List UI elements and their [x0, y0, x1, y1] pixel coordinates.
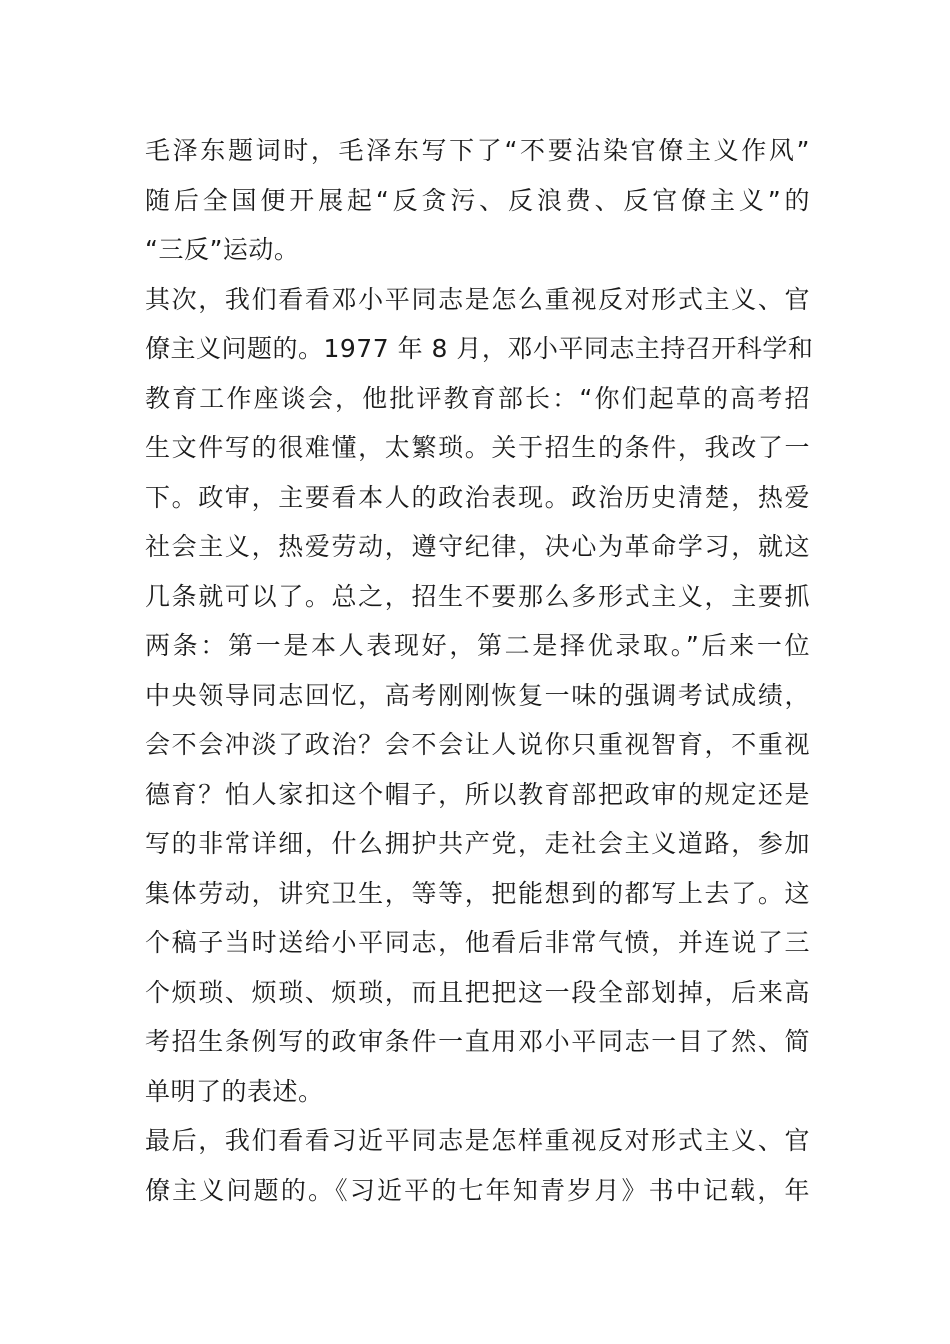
- text-line: 僚主义问题的。《习近平的七年知青岁月》书中记载，年: [145, 1175, 810, 1205]
- text-line: 僚主义问题的。1977 年 8 月，邓小平同志主持召开科学和: [145, 334, 814, 363]
- text-line: 教育工作座谈会，他批评教育部长：“你们起草的高考招: [145, 383, 810, 413]
- text-line: 生文件写的很难懂，太繁琐。关于招生的条件，我改了一: [145, 433, 810, 462]
- text-line: 会不会冲淡了政治？会不会让人说你只重视智育，不重视: [145, 730, 810, 759]
- text-line: 最后，我们看看习近平同志是怎样重视反对形式主义、官: [145, 1126, 810, 1155]
- text-line: 毛泽东题词时，毛泽东写下了“不要沾染官僚主义作风”: [145, 136, 810, 165]
- text-line: “三反”运动。: [145, 235, 300, 264]
- text-line: 几条就可以了。总之，招生不要那么多形式主义，主要抓: [145, 581, 810, 611]
- text-line: 下。政审，主要看本人的政治表现。政治历史清楚，热爱: [145, 482, 810, 512]
- document-body: [145, 126, 814, 1215]
- text-line: 社会主义，热爱劳动，遵守纪律，决心为革命学习，就这: [145, 532, 810, 561]
- text-line: 个烦琐、烦琐、烦琐，而且把把这一段全部划掉，后来高: [145, 977, 810, 1007]
- text-line: 其次，我们看看邓小平同志是怎么重视反对形式主义、官: [145, 284, 810, 314]
- text-line: 写的非常详细，什么拥护共产党，走社会主义道路，参加: [145, 829, 810, 858]
- text-line: 中央领导同志回忆，高考刚刚恢复一味的强调考试成绩，: [145, 680, 810, 710]
- text-line: 集体劳动，讲究卫生，等等，把能想到的都写上去了。这: [145, 878, 810, 908]
- text-line: 随后全国便开展起“反贪污、反浪费、反官僚主义”的: [145, 185, 810, 215]
- text-line: 单明了的表述。: [145, 1076, 324, 1106]
- text-line: 德育？怕人家扣这个帽子，所以教育部把政审的规定还是: [145, 779, 810, 809]
- text-line: 两条：第一是本人表现好，第二是择优录取。”后来一位: [145, 631, 810, 660]
- text-line: 个稿子当时送给小平同志，他看后非常气愤，并连说了三: [145, 928, 810, 957]
- text-line: 考招生条例写的政审条件一直用邓小平同志一目了然、简: [145, 1027, 810, 1056]
